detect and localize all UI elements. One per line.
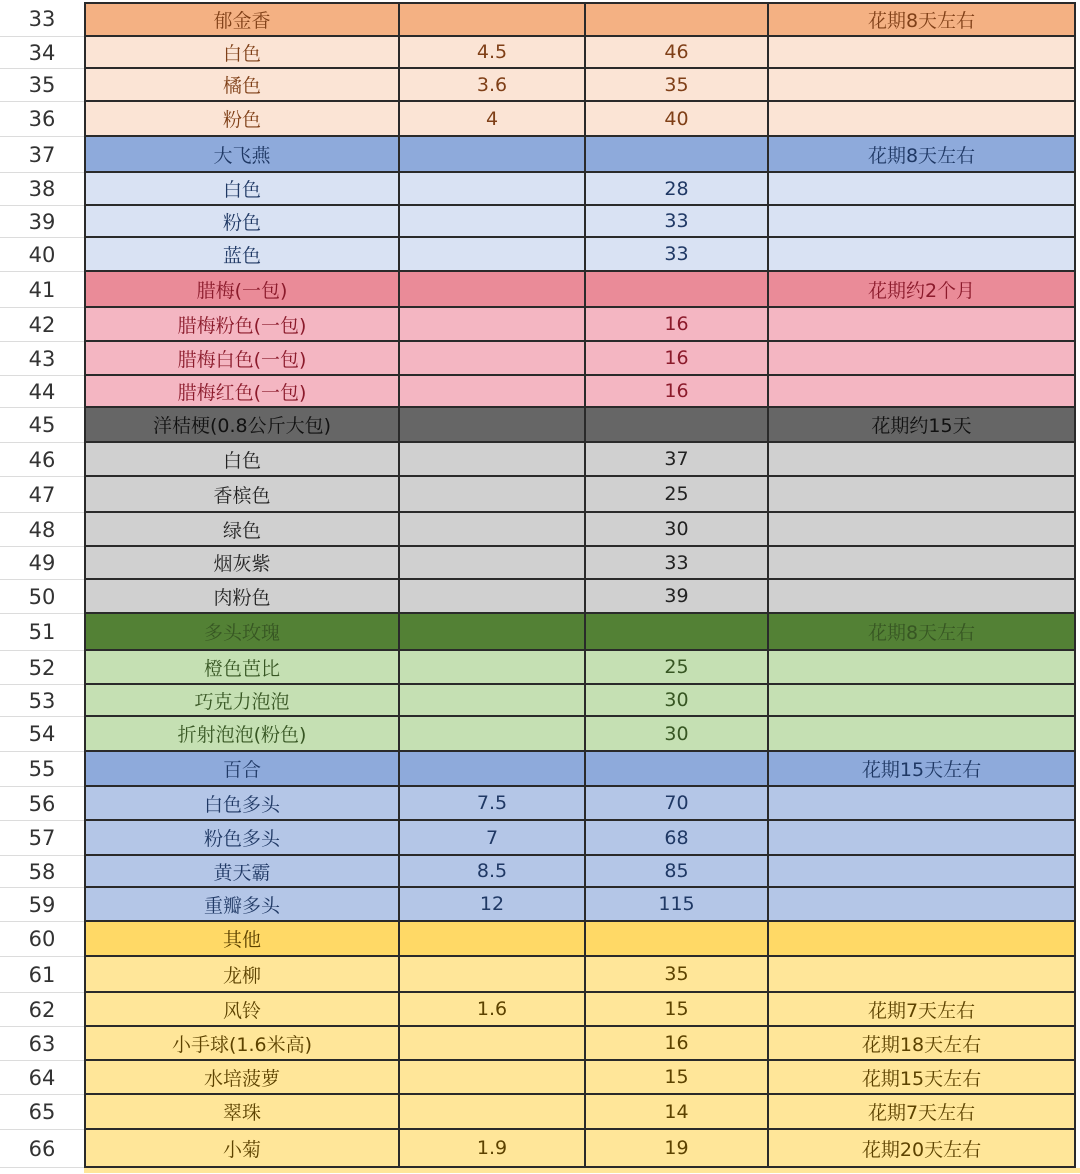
bundle-price-cell[interactable]: 37 [586,443,769,477]
item-name-cell[interactable]: 洋桔梗(0.8公斤大包) [84,408,400,443]
unit-price-cell[interactable]: 1.9 [400,1130,586,1168]
bundle-price-cell[interactable] [586,137,769,173]
bundle-price-cell[interactable]: 25 [586,651,769,685]
note-cell[interactable]: 花期20天左右 [769,1130,1076,1168]
item-name-cell[interactable]: 郁金香 [84,2,400,37]
item-name-cell[interactable]: 绿色 [84,513,400,547]
item-name-cell[interactable]: 水培菠萝 [84,1061,400,1095]
unit-price-cell[interactable]: 8.5 [400,856,586,888]
note-cell[interactable] [769,821,1076,856]
item-name-cell[interactable]: 风铃 [84,993,400,1027]
unit-price-cell[interactable] [400,1095,586,1130]
note-cell[interactable]: 花期约15天 [769,408,1076,443]
note-cell[interactable]: 花期8天左右 [769,614,1076,651]
note-cell[interactable] [769,102,1076,137]
sheet-row [0,308,1080,342]
item-name-cell[interactable]: 腊梅粉色(一包) [84,308,400,342]
row-number[interactable]: 41 [0,272,84,308]
bundle-price-cell[interactable]: 46 [586,37,769,69]
row-number[interactable]: 46 [0,443,84,477]
item-name-cell[interactable]: 粉色多头 [84,821,400,856]
note-cell[interactable] [769,957,1076,993]
sheet-row [0,651,1080,685]
unit-price-cell[interactable] [400,580,586,614]
sheet-row [0,1061,1080,1095]
sheet-row [0,272,1080,308]
row-number[interactable]: 56 [0,787,84,821]
note-cell[interactable] [769,547,1076,580]
unit-price-cell[interactable] [400,408,586,443]
row-number[interactable]: 52 [0,651,84,685]
item-name-cell[interactable]: 腊梅白色(一包) [84,342,400,376]
row-number[interactable]: 44 [0,376,84,408]
bundle-price-cell[interactable]: 68 [586,821,769,856]
row-number[interactable]: 51 [0,614,84,651]
sheet-row [0,102,1080,137]
sheet-row [0,547,1080,580]
unit-price-cell[interactable]: 3.6 [400,69,586,102]
unit-price-cell[interactable] [400,752,586,787]
note-cell[interactable] [769,717,1076,752]
note-cell[interactable] [769,37,1076,69]
bundle-price-cell[interactable]: 15 [586,993,769,1027]
item-name-cell[interactable]: 巧克力泡泡 [84,685,400,717]
note-cell[interactable] [769,787,1076,821]
row-number[interactable]: 40 [0,238,84,272]
item-name-cell[interactable]: 肉粉色 [84,580,400,614]
bundle-price-cell[interactable]: 35 [586,957,769,993]
row-number[interactable]: 37 [0,137,84,173]
note-cell[interactable]: 花期15天左右 [769,752,1076,787]
note-cell[interactable] [769,69,1076,102]
unit-price-cell[interactable] [400,206,586,238]
item-name-cell[interactable]: 腊梅(一包) [84,272,400,308]
sheet-row [0,69,1080,102]
note-cell[interactable]: 花期8天左右 [769,2,1076,37]
item-name-cell[interactable]: 黄天霸 [84,856,400,888]
note-cell[interactable] [769,376,1076,408]
row-number[interactable]: 66 [0,1130,84,1168]
unit-price-cell[interactable] [400,1027,586,1061]
sheet-row [0,1095,1080,1130]
row-number[interactable]: 38 [0,173,84,206]
item-name-cell[interactable]: 白色 [84,443,400,477]
sheet-row [0,1027,1080,1061]
note-cell[interactable]: 花期7天左右 [769,993,1076,1027]
row-number[interactable]: 35 [0,69,84,102]
bundle-price-cell[interactable] [586,408,769,443]
sheet-row [0,137,1080,173]
bundle-price-cell[interactable] [586,272,769,308]
bundle-price-cell[interactable] [586,922,769,957]
row-number[interactable]: 45 [0,408,84,443]
item-name-cell[interactable]: 蓝色 [84,238,400,272]
bundle-price-cell[interactable]: 40 [586,102,769,137]
sheet-row [0,888,1080,922]
bundle-price-cell[interactable]: 33 [586,238,769,272]
sheet-row [0,614,1080,651]
sheet-row [0,443,1080,477]
sheet-row [0,957,1080,993]
row-number[interactable]: 62 [0,993,84,1027]
unit-price-cell[interactable] [400,2,586,37]
unit-price-cell[interactable] [400,1061,586,1095]
sheet-row [0,787,1080,821]
item-name-cell[interactable]: 大飞燕 [84,137,400,173]
note-cell[interactable]: 花期7天左右 [769,1095,1076,1130]
row-number[interactable]: 57 [0,821,84,856]
unit-price-cell[interactable] [400,547,586,580]
unit-price-cell[interactable] [400,922,586,957]
item-name-cell[interactable]: 白色 [84,37,400,69]
sheet-row [0,408,1080,443]
unit-price-cell[interactable] [400,651,586,685]
bundle-price-cell[interactable]: 16 [586,1027,769,1061]
bundle-price-cell[interactable]: 15 [586,1061,769,1095]
item-name-cell[interactable]: 香槟色 [84,477,400,513]
item-name-cell[interactable]: 小手球(1.6米高) [84,1027,400,1061]
note-cell[interactable] [769,856,1076,888]
note-cell[interactable]: 花期约2个月 [769,272,1076,308]
row-number[interactable]: 55 [0,752,84,787]
bundle-price-cell[interactable]: 33 [586,206,769,238]
sheet-row [0,2,1080,37]
item-name-cell[interactable]: 白色 [84,173,400,206]
item-name-cell[interactable]: 粉色 [84,102,400,137]
unit-price-cell[interactable]: 7 [400,821,586,856]
note-cell[interactable] [769,477,1076,513]
item-name-cell[interactable]: 多头玫瑰 [84,614,400,651]
item-name-cell[interactable]: 腊梅红色(一包) [84,376,400,408]
item-name-cell[interactable]: 橘色 [84,69,400,102]
unit-price-cell[interactable] [400,376,586,408]
sheet-row [0,856,1080,888]
note-cell[interactable] [769,888,1076,922]
unit-price-cell[interactable] [400,717,586,752]
unit-price-cell[interactable]: 4 [400,102,586,137]
bundle-price-cell[interactable] [586,752,769,787]
unit-price-cell[interactable] [400,443,586,477]
note-cell[interactable]: 花期8天左右 [769,137,1076,173]
bundle-price-cell[interactable]: 30 [586,717,769,752]
row-number[interactable]: 53 [0,685,84,717]
bundle-price-cell[interactable] [586,2,769,37]
row-number[interactable]: 33 [0,2,84,37]
bundle-price-cell[interactable]: 16 [586,342,769,376]
sheet-row [0,717,1080,752]
bundle-price-cell[interactable]: 30 [586,513,769,547]
note-cell[interactable] [769,580,1076,614]
partial-next-row [84,1168,1080,1173]
row-number[interactable]: 50 [0,580,84,614]
row-number[interactable]: 47 [0,477,84,513]
item-name-cell[interactable]: 烟灰紫 [84,547,400,580]
note-cell[interactable] [769,513,1076,547]
item-name-cell[interactable]: 粉色 [84,206,400,238]
row-number[interactable]: 65 [0,1095,84,1130]
bundle-price-cell[interactable]: 16 [586,308,769,342]
row-number[interactable]: 59 [0,888,84,922]
row-number[interactable]: 34 [0,37,84,69]
bundle-price-cell[interactable]: 25 [586,477,769,513]
sheet-row [0,37,1080,69]
unit-price-cell[interactable] [400,614,586,651]
unit-price-cell[interactable]: 12 [400,888,586,922]
row-number[interactable]: 64 [0,1061,84,1095]
item-name-cell[interactable]: 橙色芭比 [84,651,400,685]
bundle-price-cell[interactable]: 30 [586,685,769,717]
unit-price-cell[interactable] [400,238,586,272]
note-cell[interactable]: 花期15天左右 [769,1061,1076,1095]
item-name-cell[interactable]: 白色多头 [84,787,400,821]
unit-price-cell[interactable] [400,173,586,206]
unit-price-cell[interactable]: 7.5 [400,787,586,821]
bundle-price-cell[interactable]: 39 [586,580,769,614]
note-cell[interactable] [769,922,1076,957]
note-cell[interactable] [769,206,1076,238]
unit-price-cell[interactable] [400,308,586,342]
unit-price-cell[interactable] [400,957,586,993]
item-name-cell[interactable]: 翠珠 [84,1095,400,1130]
unit-price-cell[interactable]: 1.6 [400,993,586,1027]
bundle-price-cell[interactable]: 85 [586,856,769,888]
bundle-price-cell[interactable]: 19 [586,1130,769,1168]
bundle-price-cell[interactable]: 14 [586,1095,769,1130]
item-name-cell[interactable]: 折射泡泡(粉色) [84,717,400,752]
row-number[interactable]: 36 [0,102,84,137]
row-number[interactable]: 63 [0,1027,84,1061]
note-cell[interactable] [769,443,1076,477]
sheet-row [0,477,1080,513]
bundle-price-cell[interactable]: 70 [586,787,769,821]
unit-price-cell[interactable] [400,513,586,547]
row-number[interactable]: 60 [0,922,84,957]
unit-price-cell[interactable]: 4.5 [400,37,586,69]
note-cell[interactable] [769,308,1076,342]
bundle-price-cell[interactable]: 35 [586,69,769,102]
unit-price-cell[interactable] [400,685,586,717]
sheet-row [0,513,1080,547]
row-number[interactable]: 54 [0,717,84,752]
note-cell[interactable] [769,238,1076,272]
note-cell[interactable] [769,685,1076,717]
row-number[interactable]: 39 [0,206,84,238]
sheet-row [0,922,1080,957]
sheet-row [0,376,1080,408]
bundle-price-cell[interactable]: 16 [586,376,769,408]
item-name-cell[interactable]: 龙柳 [84,957,400,993]
note-cell[interactable] [769,173,1076,206]
sheet-row [0,580,1080,614]
sheet-row [0,685,1080,717]
bundle-price-cell[interactable] [586,614,769,651]
sheet-row [0,1130,1080,1168]
bundle-price-cell[interactable]: 33 [586,547,769,580]
row-number[interactable]: 42 [0,308,84,342]
sheet-row [0,752,1080,787]
item-name-cell[interactable]: 百合 [84,752,400,787]
sheet-row [0,821,1080,856]
note-cell[interactable]: 花期18天左右 [769,1027,1076,1061]
unit-price-cell[interactable] [400,272,586,308]
sheet-row [0,342,1080,376]
note-cell[interactable] [769,651,1076,685]
row-number[interactable]: 48 [0,513,84,547]
row-number[interactable]: 49 [0,547,84,580]
bundle-price-cell[interactable]: 28 [586,173,769,206]
item-name-cell[interactable]: 小菊 [84,1130,400,1168]
note-cell[interactable] [769,342,1076,376]
sheet-row [0,206,1080,238]
item-name-cell[interactable]: 其他 [84,922,400,957]
sheet-row [0,173,1080,206]
unit-price-cell[interactable] [400,137,586,173]
row-number[interactable]: 58 [0,856,84,888]
row-number[interactable]: 43 [0,342,84,376]
sheet-row [0,238,1080,272]
unit-price-cell[interactable] [400,477,586,513]
item-name-cell[interactable]: 重瓣多头 [84,888,400,922]
row-number[interactable]: 61 [0,957,84,993]
bundle-price-cell[interactable]: 115 [586,888,769,922]
sheet-row [0,993,1080,1027]
unit-price-cell[interactable] [400,342,586,376]
